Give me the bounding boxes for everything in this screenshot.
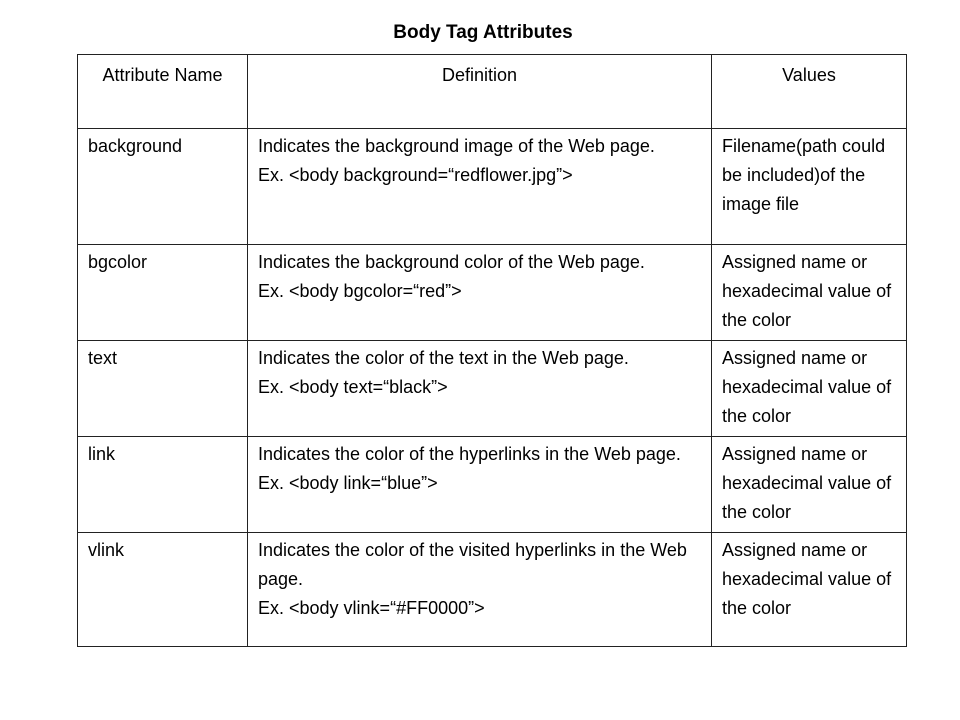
definition-cell — [248, 129, 712, 245]
page-title: Body Tag Attributes — [393, 22, 573, 43]
definition-text: Indicates the background color of the Web page. — [258, 252, 645, 272]
table-row — [78, 245, 907, 341]
table-row — [78, 437, 907, 533]
example-text: Ex. <body text=“black”> — [258, 377, 448, 397]
table-row — [78, 533, 907, 647]
definition-cell — [248, 245, 712, 341]
values-cell: Assigned name or hexadecimal value of the color — [712, 533, 907, 647]
table-row — [78, 129, 907, 245]
example-text: Ex. <body vlink=“#FF0000”> — [258, 598, 485, 618]
attribute-name-cell: bgcolor — [78, 245, 248, 341]
attribute-name-cell: text — [78, 341, 248, 437]
example-text: Ex. <body link=“blue”> — [258, 473, 438, 493]
header-values: Values — [712, 55, 907, 129]
definition-text: Indicates the background image of the Web page. — [258, 136, 655, 156]
definition-cell — [248, 341, 712, 437]
values-cell: Filename(path could be included)of the image file — [712, 129, 907, 245]
definition-cell — [248, 437, 712, 533]
table-row — [78, 341, 907, 437]
definition-text: Indicates the color of the hyperlinks in the Web page. — [258, 444, 681, 464]
values-cell: Assigned name or hexadecimal value of the color — [712, 341, 907, 437]
definition-cell — [248, 533, 712, 647]
example-text: Ex. <body bgcolor=“red”> — [258, 281, 462, 301]
definition-text: Indicates the color of the visited hyperlinks in the Web page. — [258, 540, 687, 589]
attribute-name-cell: link — [78, 437, 248, 533]
header-definition: Definition — [248, 55, 712, 129]
attribute-name-cell: background — [78, 129, 248, 245]
values-cell: Assigned name or hexadecimal value of the color — [712, 245, 907, 341]
attribute-name-cell: vlink — [78, 533, 248, 647]
attributes-table — [77, 54, 907, 647]
header-attribute-name: Attribute Name — [78, 55, 248, 129]
table-header-row — [78, 55, 907, 129]
values-cell: Assigned name or hexadecimal value of the color — [712, 437, 907, 533]
definition-text: Indicates the color of the text in the Web page. — [258, 348, 629, 368]
example-text: Ex. <body background=“redflower.jpg”> — [258, 165, 573, 185]
